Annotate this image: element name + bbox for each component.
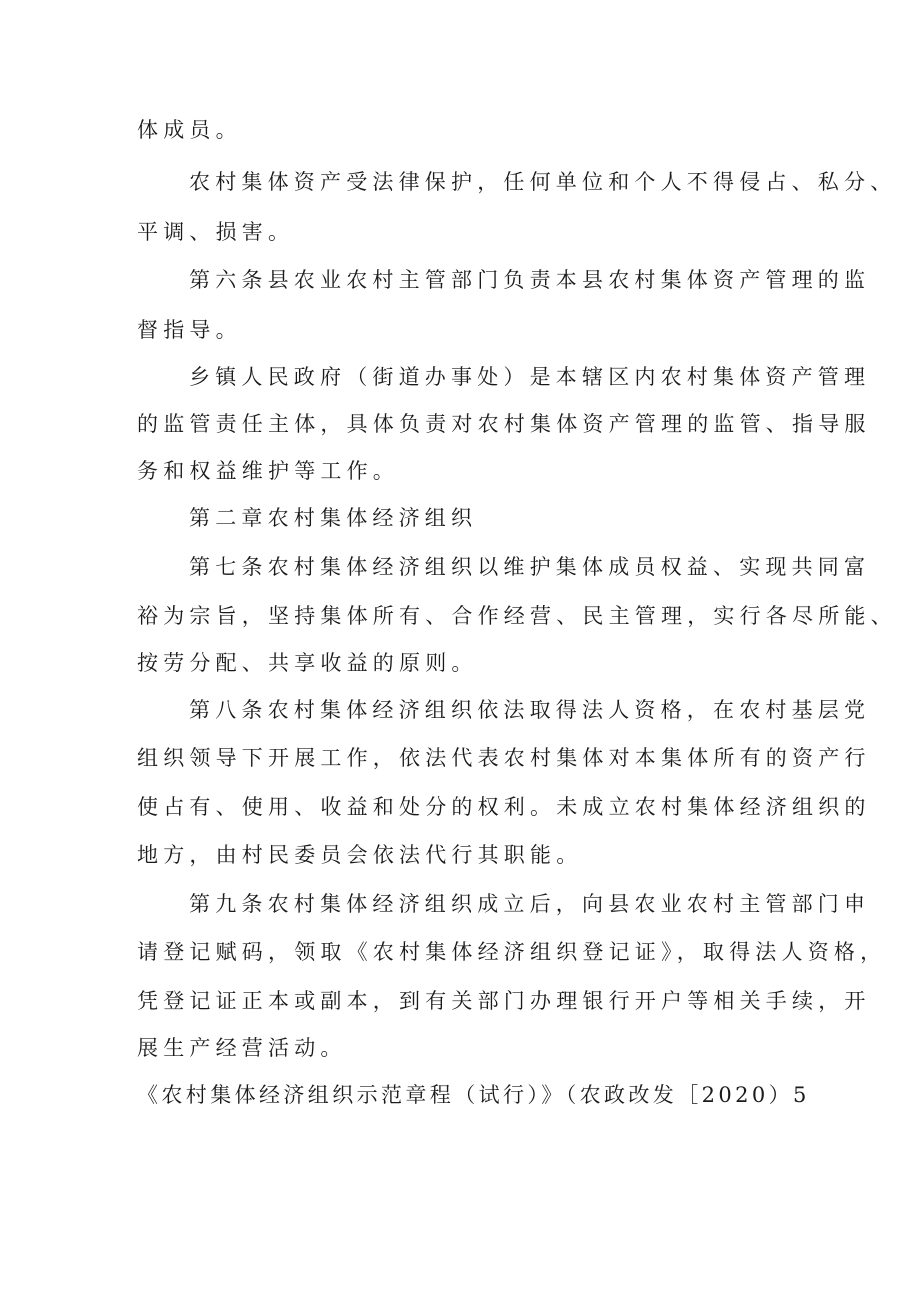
paragraph-line: 组织领导下开展工作，依法代表农村集体对本集体所有的资产行	[137, 746, 871, 770]
paragraph-line: 第九条农村集体经济组织成立后，向县农业农村主管部门申	[189, 892, 871, 916]
paragraph-line: 第八条农村集体经济组织依法取得法人资格，在农村基层党	[189, 698, 871, 722]
chapter-heading: 第二章农村集体经济组织	[189, 506, 478, 530]
paragraph-line: 地方，由村民委员会依法代行其职能。	[137, 843, 583, 867]
paragraph-line: 的监管责任主体，具体负责对农村集体资产管理的监管、指导服	[137, 412, 871, 436]
paragraph-line: 第七条农村集体经济组织以维护集体成员权益、实现共同富	[189, 555, 871, 579]
paragraph-line: 务和权益维护等工作。	[137, 459, 399, 483]
paragraph-line: 按劳分配、共享收益的原则。	[137, 651, 478, 675]
paragraph-line: 督指导。	[137, 318, 242, 342]
paragraph-line: 平调、损害。	[137, 220, 295, 244]
paragraph-line: 请登记赋码，领取《农村集体经济组织登记证》，取得法人资格，	[137, 940, 887, 964]
paragraph-line: 第六条县农业农村主管部门负责本县农村集体资产管理的监	[189, 268, 871, 292]
paragraph-line: 展生产经营活动。	[137, 1036, 347, 1060]
paragraph-line: 农村集体资产受法律保护，任何单位和个人不得侵占、私分、	[189, 170, 897, 194]
footnote: 《农村集体经济组织示范章程（试行）》（农政改发［2020）5	[137, 1083, 810, 1107]
paragraph-line: 裕为宗旨，坚持集体所有、合作经营、民主管理，实行各尽所能、	[137, 604, 897, 628]
paragraph-line: 体成员。	[137, 118, 242, 142]
paragraph-line: 使占有、使用、收益和处分的权利。未成立农村集体经济组织的	[137, 795, 871, 819]
paragraph-line: 乡镇人民政府（街道办事处）是本辖区内农村集体资产管理	[189, 365, 871, 389]
paragraph-line: 凭登记证正本或副本，到有关部门办理银行开户等相关手续，开	[137, 989, 871, 1013]
